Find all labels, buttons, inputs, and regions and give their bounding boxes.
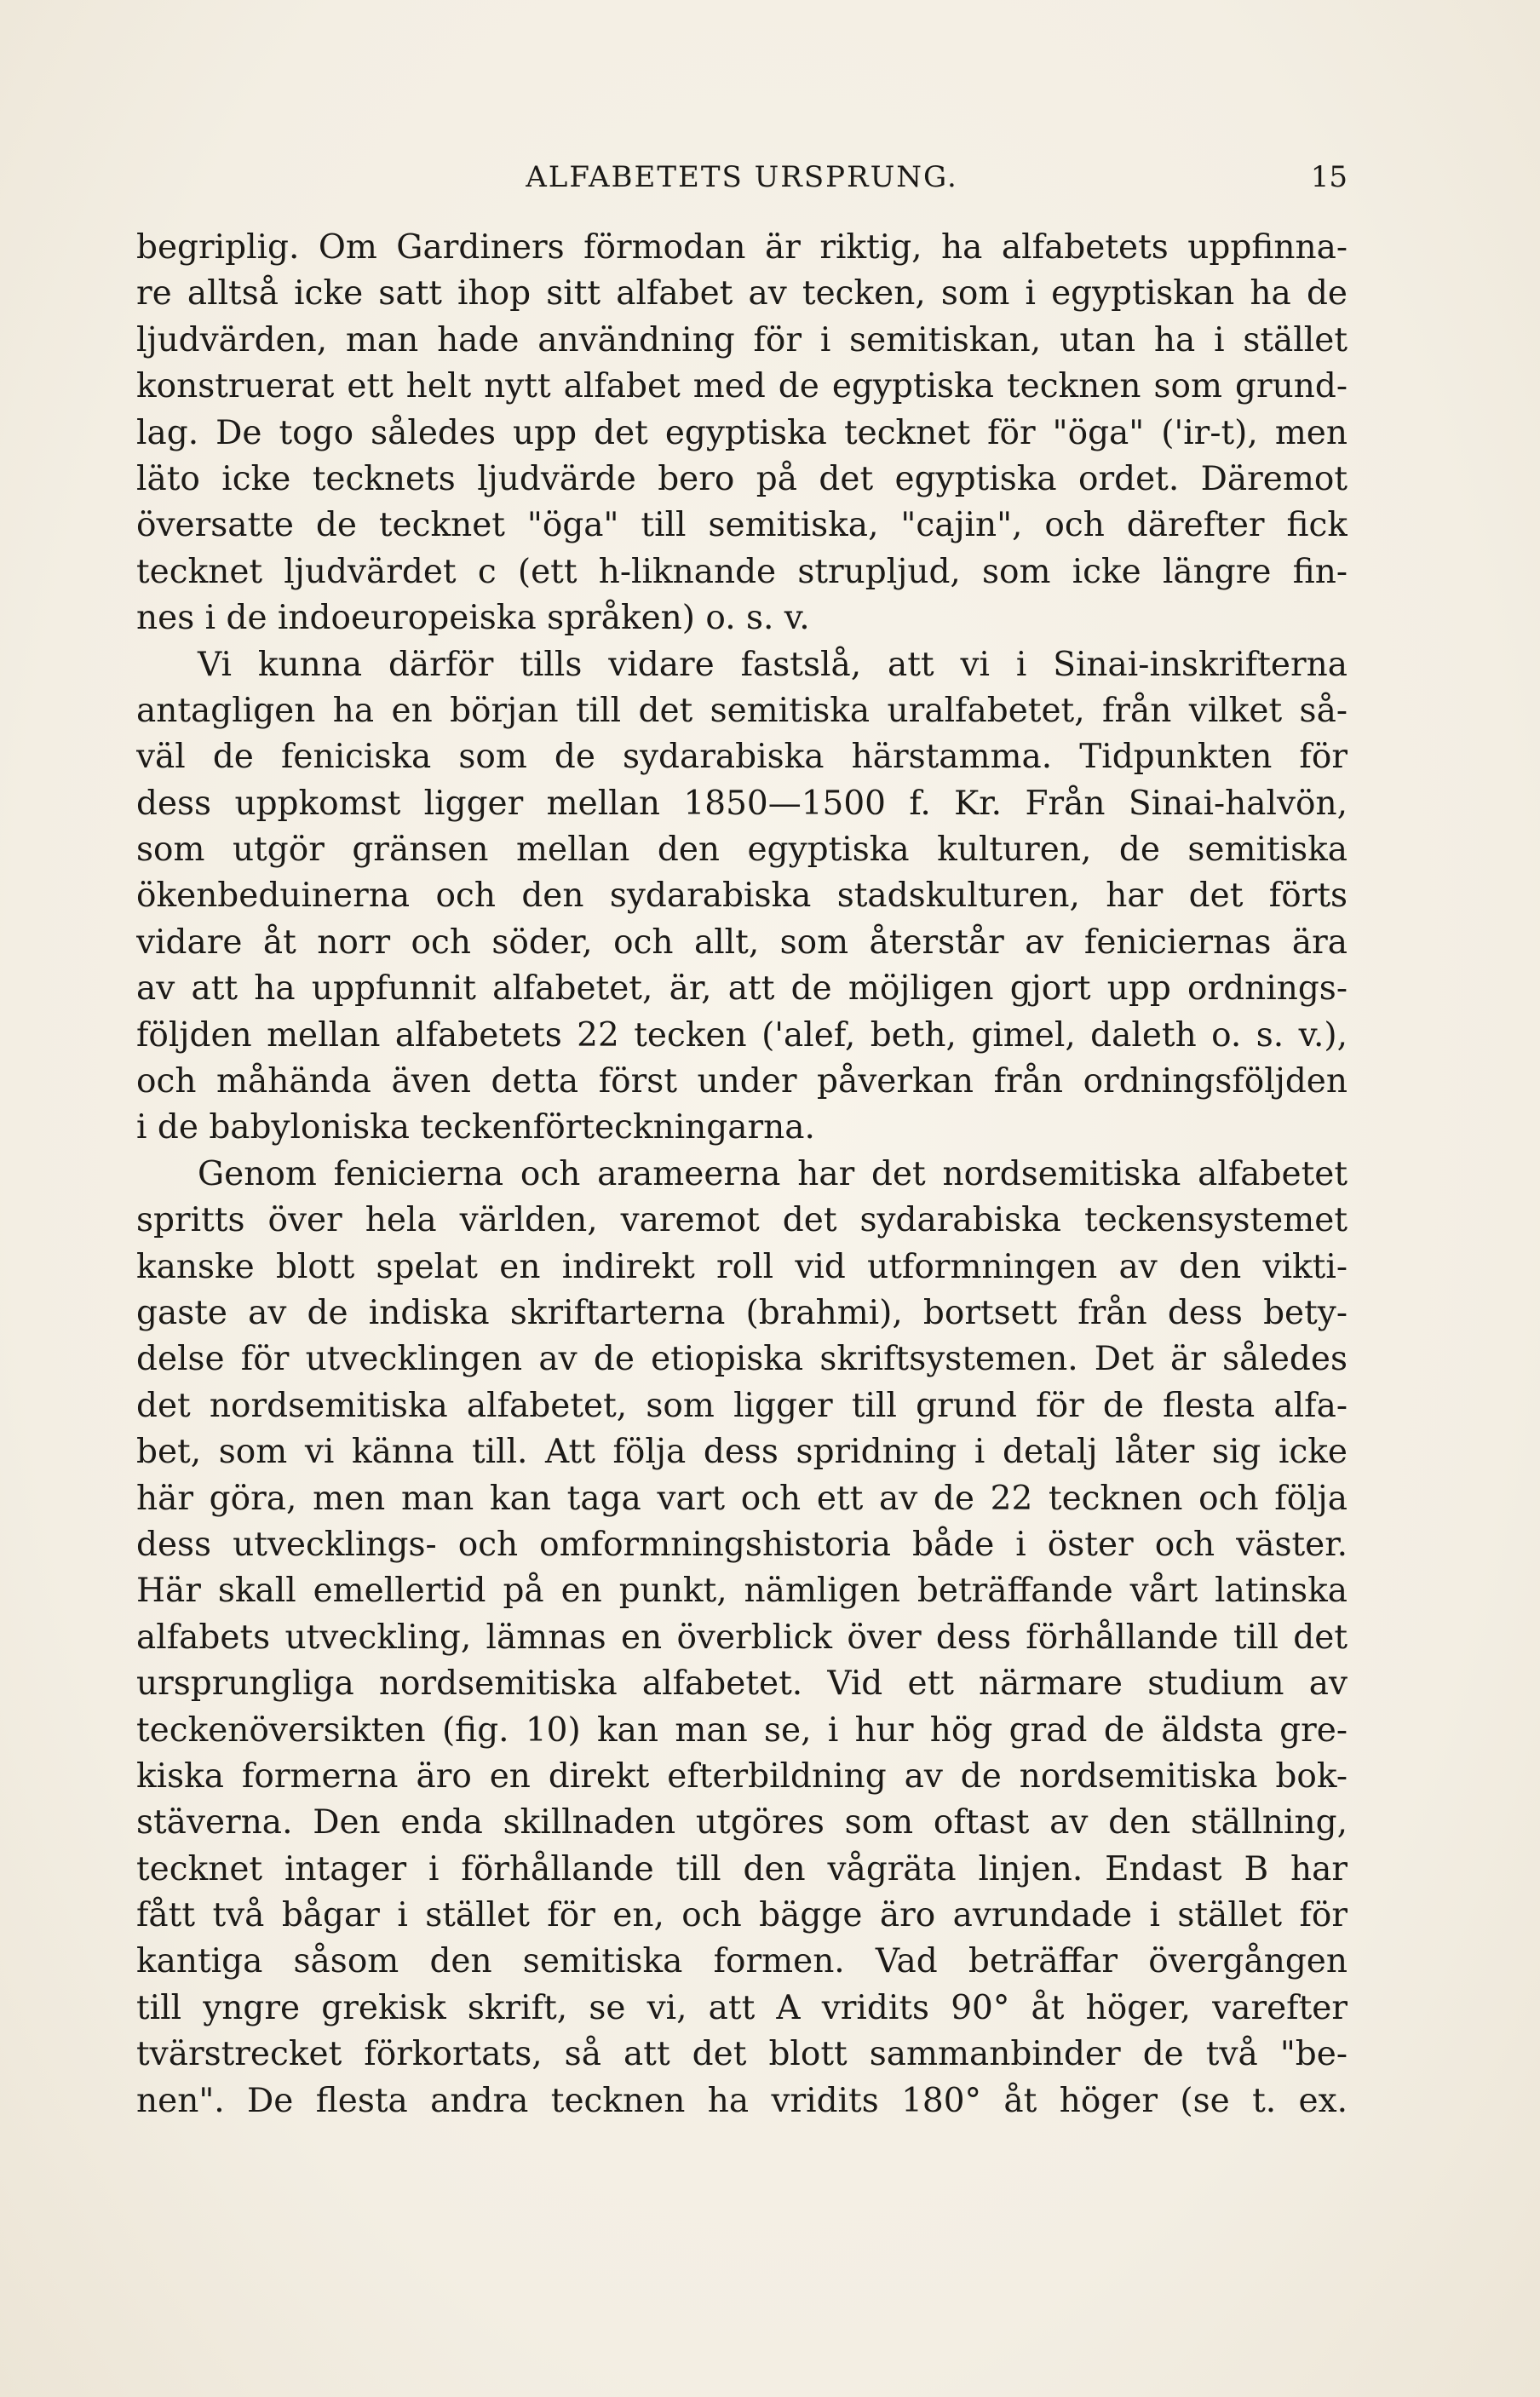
text-line: ursprungliga nordsemitiska alfabetet. Vid ett närmare studium av bbox=[136, 1664, 1348, 1704]
text-line: och måhända även detta först under påverkan från ordningsföljden bbox=[136, 1062, 1348, 1101]
text-line: vidare åt norr och söder, och allt, som återstår av feniciernas ära bbox=[136, 923, 1348, 962]
text-line: antagligen ha en början till det semitiska uralfabetet, från vilket så- bbox=[136, 691, 1348, 730]
text-line: spritts över hela världen, varemot det sydarabiska teckensystemet bbox=[136, 1201, 1348, 1240]
text-line: kantiga såsom den semitiska formen. Vad beträffar övergången bbox=[136, 1942, 1348, 1981]
page-number: 15 bbox=[1310, 160, 1348, 194]
text-line: Genom fenicierna och arameerna har det nordsemitiska alfabetet bbox=[198, 1154, 1348, 1193]
text-line: alfabets utveckling, lämnas en överblick över dess förhållande till det bbox=[136, 1618, 1348, 1657]
text-line: Vi kunna därför tills vidare fastslå, att vi i Sinai-inskrifterna bbox=[198, 645, 1348, 684]
text-line: av att ha uppfunnit alfabetet, är, att de möjligen gjort upp ordnings- bbox=[136, 969, 1348, 1009]
text-line: läto icke tecknets ljudvärde bero på det egyptiska ordet. Däremot bbox=[136, 459, 1348, 498]
running-title: ALFABETETS URSPRUNG. bbox=[526, 160, 958, 194]
text-line: det nordsemitiska alfabetet, som ligger till grund för de flesta alfa- bbox=[136, 1386, 1348, 1425]
text-line: tvärstrecket förkortats, så att det blott sammanbinder de två "be- bbox=[136, 2035, 1348, 2074]
text-line: följden mellan alfabetets 22 tecken ('alef, beth, gimel, daleth o. s. v.), bbox=[136, 1015, 1348, 1055]
text-line: tecknet ljudvärdet c (ett h-liknande strupljud, som icke längre fin- bbox=[136, 552, 1348, 591]
text-line: stäverna. Den enda skillnaden utgöres som oftast av den ställning, bbox=[136, 1803, 1348, 1842]
text-line: nen". De flesta andra tecknen ha vridits 180° åt höger (se t. ex. bbox=[136, 2081, 1348, 2120]
text-line: nes i de indoeuropeiska språken) o. s. v. bbox=[136, 599, 810, 638]
text-line: till yngre grekisk skrift, se vi, att A vridits 90° åt höger, varefter bbox=[136, 1988, 1348, 2027]
text-line: gaste av de indiska skriftarterna (brahmi), bortsett från dess bety- bbox=[136, 1293, 1348, 1332]
text-line: väl de feniciska som de sydarabiska härstamma. Tidpunkten för bbox=[136, 738, 1348, 777]
text-line: i de babyloniska teckenförteckningarna. bbox=[136, 1108, 815, 1147]
text-line: dess uppkomst ligger mellan 1850—1500 f. Kr. Från Sinai-halvön, bbox=[136, 784, 1348, 823]
text-line: konstruerat ett helt nytt alfabet med de egyptiska tecknen som grund- bbox=[136, 367, 1348, 406]
text-line: ökenbeduinerna och den sydarabiska stadskulturen, har det förts bbox=[136, 877, 1348, 916]
text-line: här göra, men man kan taga vart och ett av de 22 tecknen och följa bbox=[136, 1479, 1348, 1518]
text-line: kiska formerna äro en direkt efterbildning av de nordsemitiska bok- bbox=[136, 1756, 1348, 1796]
text-line: re alltså icke satt ihop sitt alfabet av tecken, som i egyptiskan ha de bbox=[136, 274, 1348, 313]
text-line: lag. De togo således upp det egyptiska tecknet för "öga" ('ir-t), men bbox=[136, 413, 1348, 452]
text-line: tecknet intager i förhållande till den vågräta linjen. Endast B har bbox=[136, 1849, 1348, 1888]
text-line: delse för utvecklingen av de etiopiska skriftsystemen. Det är således bbox=[136, 1340, 1348, 1379]
text-line: teckenöversikten (fig. 10) kan man se, i hur hög grad de äldsta gre- bbox=[136, 1710, 1348, 1750]
text-line: fått två bågar i stället för en, och bägge äro avrundade i stället för bbox=[136, 1896, 1348, 1935]
text-line: översatte de tecknet "öga" till semitiska, "cajin", och därefter fick bbox=[136, 506, 1348, 545]
text-line: bet, som vi känna till. Att följa dess spridning i detalj låter sig icke bbox=[136, 1433, 1348, 1472]
body-text bbox=[136, 225, 1348, 2124]
text-line: dess utvecklings- och omformningshistoria både i öster och väster. bbox=[136, 1525, 1348, 1564]
text-line: som utgör gränsen mellan den egyptiska kulturen, de semitiska bbox=[136, 831, 1348, 870]
text-line: ljudvärden, man hade användning för i semitiskan, utan ha i stället bbox=[136, 320, 1348, 359]
page-header bbox=[136, 155, 1348, 206]
text-line: kanske blott spelat en indirekt roll vid utformningen av den vikti- bbox=[136, 1247, 1348, 1286]
text-line: Här skall emellertid på en punkt, nämligen beträffande vårt latinska bbox=[136, 1572, 1348, 1611]
text-line: begriplig. Om Gardiners förmodan är riktig, ha alfabetets uppfinna- bbox=[136, 228, 1348, 267]
